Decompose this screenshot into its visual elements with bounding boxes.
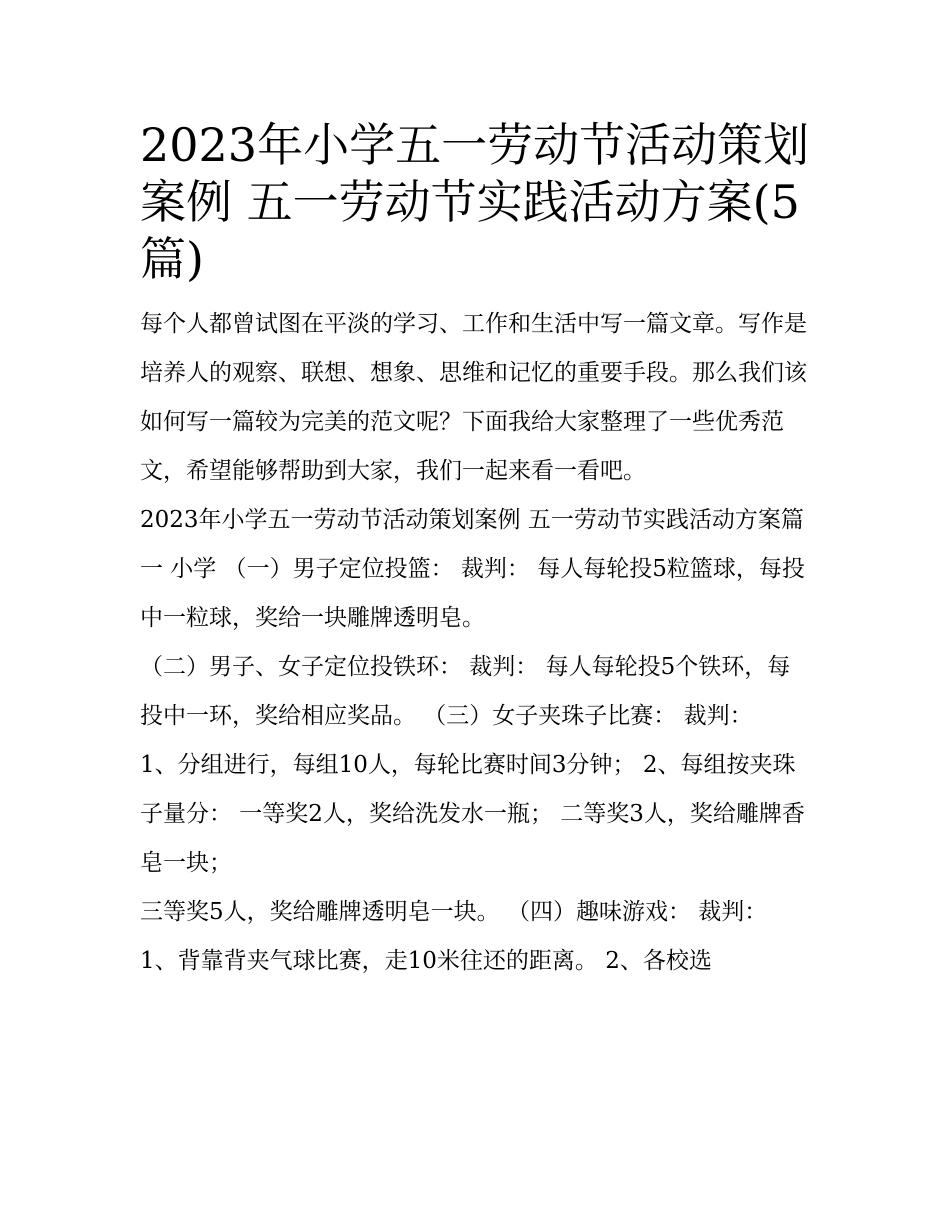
document-body [140, 300, 812, 986]
document-page [140, 117, 812, 986]
paragraph-section-three-rules: 1、分组进行，每组10人，每轮比赛时间3分钟； 2、每组按夹珠子量分： 一等奖2人，奖给洗发水一瓶； 二等奖3人，奖给雕牌香皂一块； [140, 752, 805, 877]
paragraph-section-two: （二）男子、女子定位投铁环： 裁判： 每人每轮投5个铁环，每投中一环，奖给相应奖品。 （三）女子夹珠子比赛： 裁判： [140, 654, 791, 730]
paragraph-intro: 每个人都曾试图在平淡的学习、工作和生活中写一篇文章。写作是培养人的观察、联想、想象、思维和记忆的重要手段。那么我们该如何写一篇较为完美的范文呢？下面我给大家整理了一些优秀范文，希望能够帮助到大家，我们一起来看一看吧。 [140, 311, 807, 485]
paragraph-section-four: 三等奖5人，奖给雕牌透明皂一块。 （四）趣味游戏： 裁判： 1、背靠背夹气球比赛，走10米往还的距离。 2、各校选 [140, 899, 768, 975]
paragraph-section-one: 2023年小学五一劳动节活动策划案例 五一劳动节实践活动方案篇一 小学 （一）男子定位投篮： 裁判： 每人每轮投5粒篮球，每投中一粒球，奖给一块雕牌透明皂。 [140, 507, 805, 632]
document-title: 2023年小学五一劳动节活动策划案例 五一劳动节实践活动方案(5篇) [140, 118, 810, 287]
